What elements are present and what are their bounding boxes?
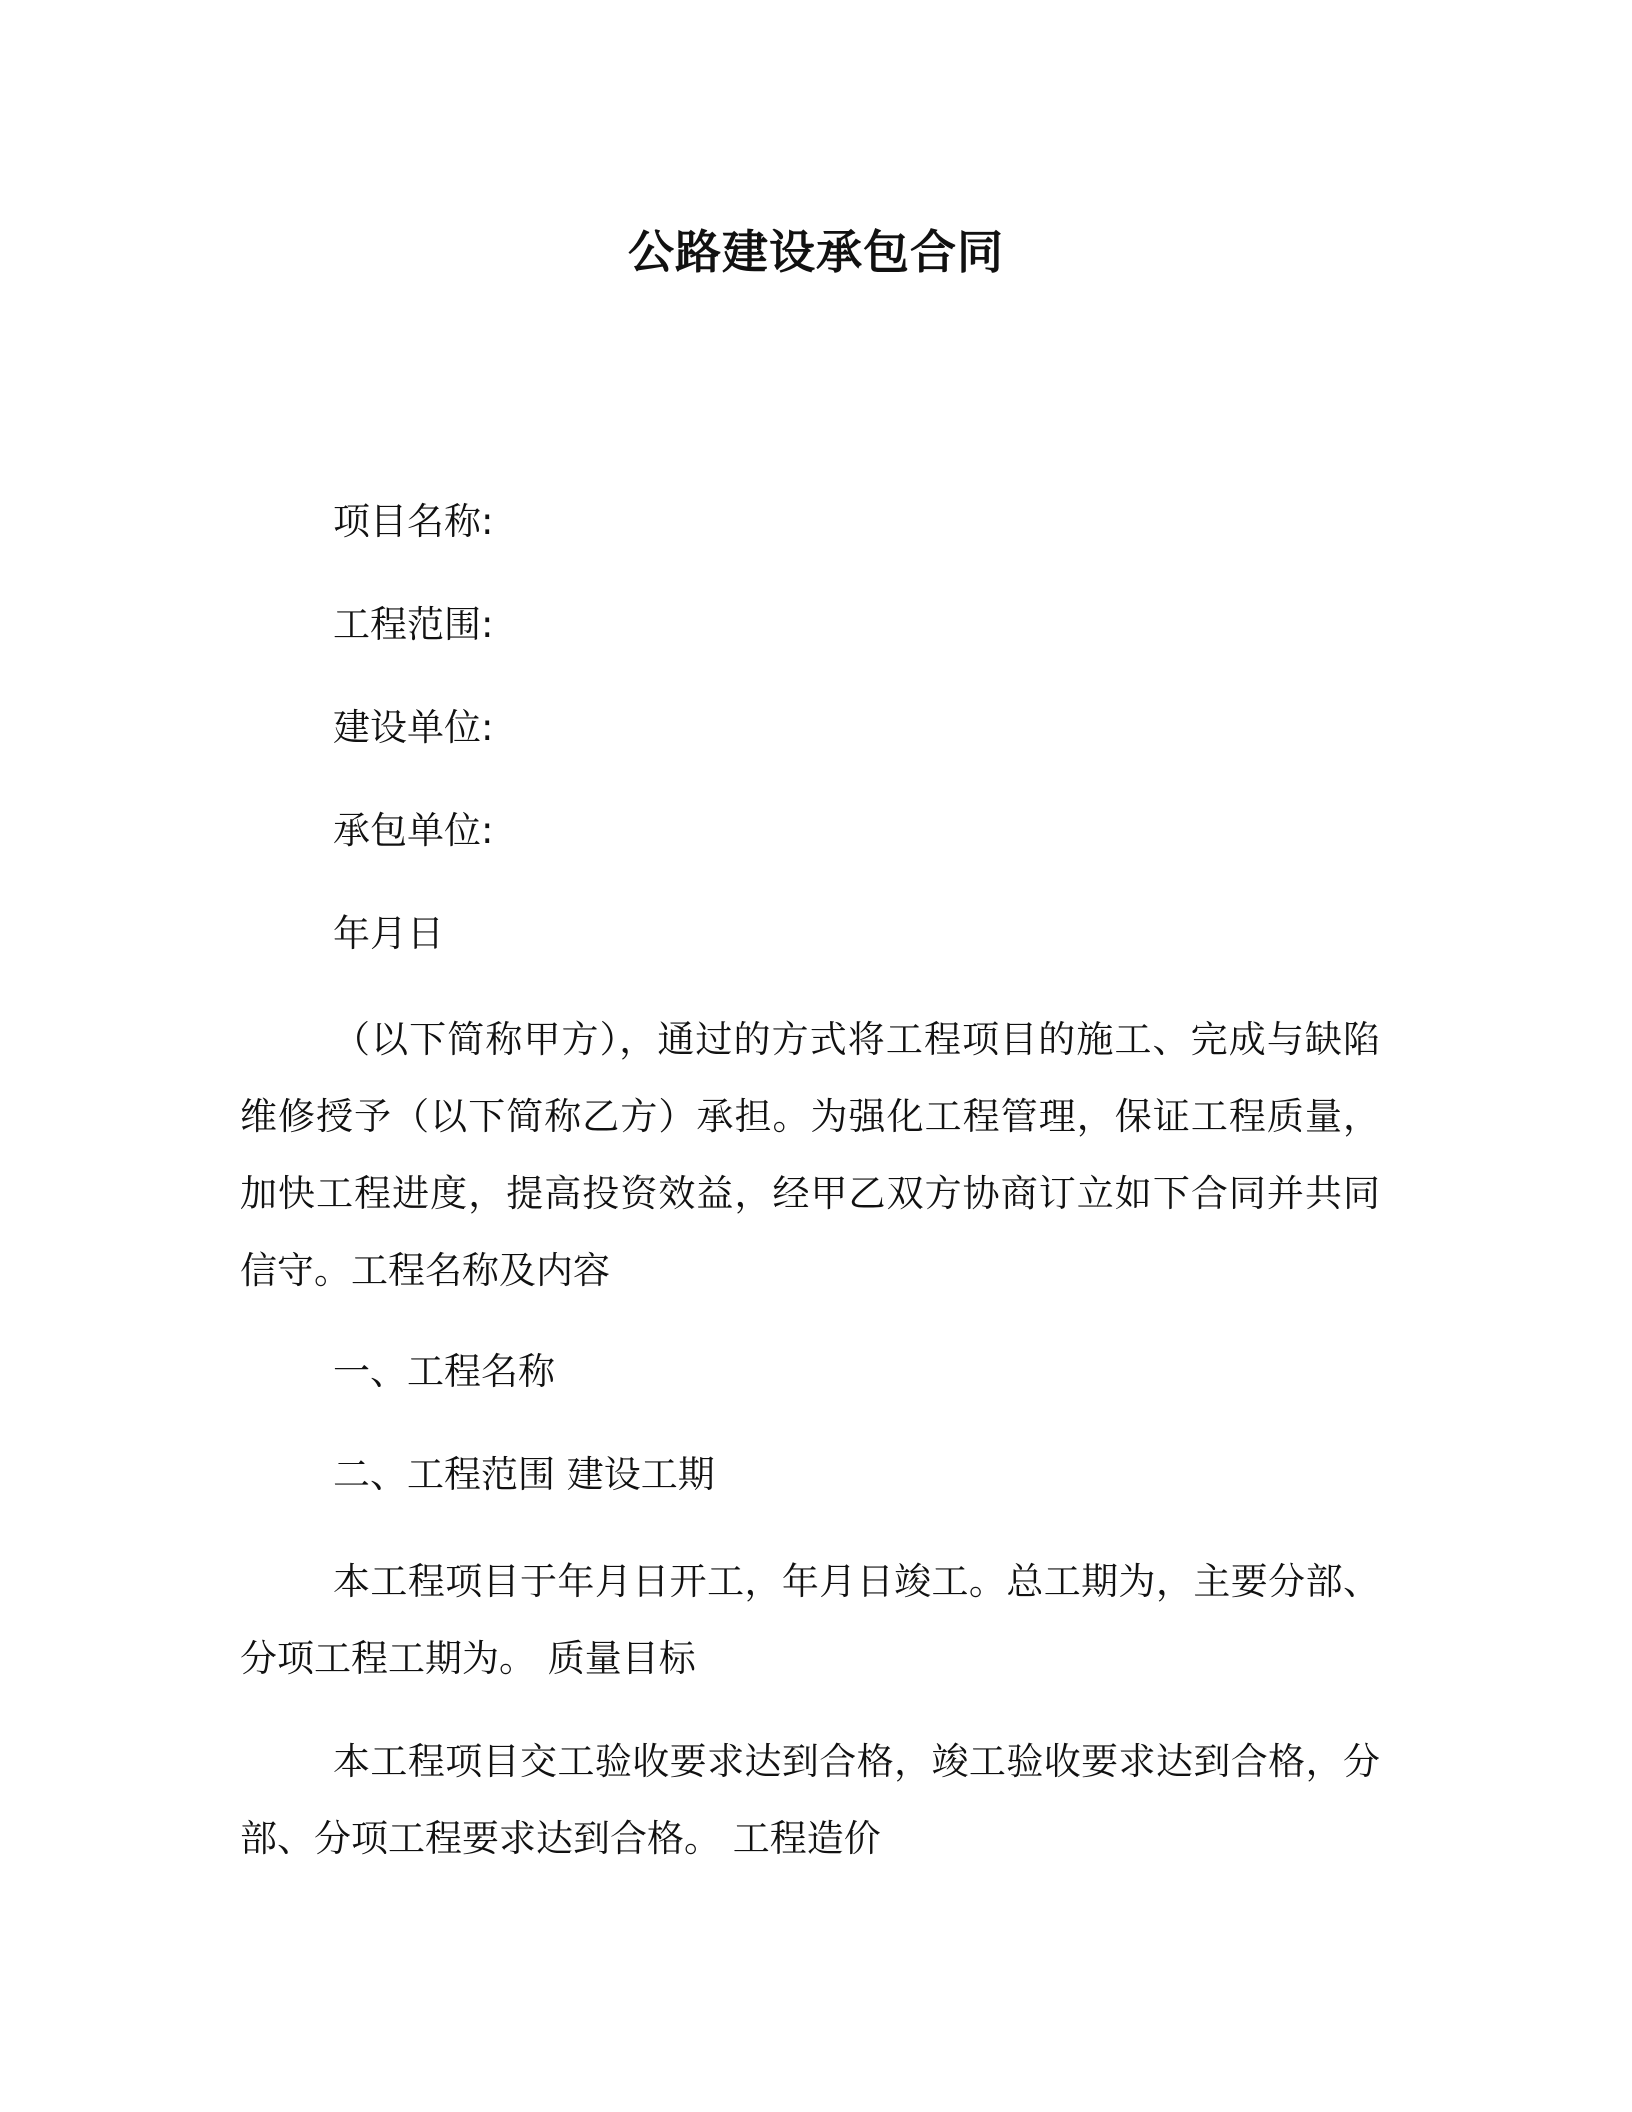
field-owner: 建设单位: [333, 706, 494, 749]
section-heading-2: 二、工程范围 建设工期 [333, 1453, 715, 1496]
field-project-name: 项目名称: [333, 500, 494, 543]
field-scope: 工程范围: [333, 603, 494, 646]
schedule-paragraph: 本工程项目于年月日开工，年月日竣工。总工期为，主要分部、分项工程工期为。 质量目标 [240, 1560, 1380, 1680]
intro-paragraph: （以下简称甲方），通过的方式将工程项目的施工、完成与缺陷维修授予（以下简称乙方）承担。为强化工程管理，保证工程质量，加快工程进度，提高投资效益，经甲乙双方协商订立如下合同并共同信守。工程名称及内容 [240, 1018, 1380, 1292]
quality-paragraph: 本工程项目交工验收要求达到合格，竣工验收要求达到合格，分部、分项工程要求达到合格。 工程造价 [240, 1740, 1380, 1860]
field-date: 年月日 [333, 912, 444, 955]
section-heading-1: 一、工程名称 [333, 1350, 555, 1393]
document-title: 公路建设承包合同 [628, 225, 1004, 279]
field-contractor: 承包单位: [333, 809, 494, 852]
